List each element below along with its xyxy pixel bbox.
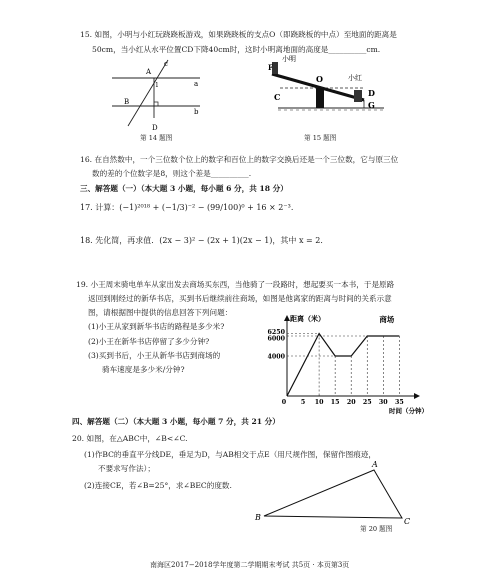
y-tick-label: 6250 (267, 329, 285, 336)
q20-sub1a: (1)作BC的垂直平分线DE，垂足为D，与AB相交于点E（用尺规作图，保留作图痕迹， (84, 450, 377, 459)
fig20-caption: 第 20 题图 (360, 525, 393, 533)
x-tick-label: 35 (394, 399, 404, 406)
q16-line1: 16. 在自然数中，一个三位数个位上的数字和百位上的数字交换后还是一个三位数，它与原三位 (80, 155, 399, 164)
y-tick-label: 6000 (267, 335, 285, 343)
fig15-label-xiaoming: 小明 (282, 55, 296, 63)
q19-line1: 19. 小王周末骑电单车从家出发去商场买东西，当他骑了一段路时，想起要买一本书，于是原路 (76, 280, 395, 289)
y-axis-label: 距离（米） (290, 314, 325, 323)
fig15-label-G: G (368, 100, 375, 110)
x-tick-label: 15 (330, 399, 340, 406)
fig15-label-xiaohong: 小红 (348, 74, 362, 82)
x-tick-label: 20 (346, 399, 356, 406)
figure-15 (268, 52, 388, 130)
fig14-label-a: a (194, 80, 199, 88)
q20-sub2: (2)连接CE，若∠B=25°，求∠BEC的度数. (84, 481, 232, 490)
q19-line3: 图，请根据图中提供的信息回答下列问题： (88, 308, 233, 317)
q19-sub1: (1)小王从家到新华书店的路程是多少米? (88, 322, 225, 331)
x-tick-label: 30 (378, 399, 388, 406)
section4-title: 四、解答题（二）（本大题 3 小题，每小题 7 分，共 21 分） (72, 417, 280, 426)
fig14-caption: 第 14 题图 (140, 134, 173, 142)
fig14-label-1: 1 (155, 82, 159, 89)
q19-line2: 返回到刚经过的新华书店，买到书后继续前往商场，如图是他离家的距离与时间的关系示意 (88, 294, 392, 303)
fig14-label-A: A (146, 68, 152, 76)
page-footer: 南海区2017−2018学年度第二学期期末考试 共5页 · 本页第3页 (150, 561, 350, 569)
q16-line2: 数的差的个位数字是8，则这个差是__________. (92, 169, 252, 178)
fig14-label-c: c (164, 60, 168, 68)
x-tick-label: 10 (314, 399, 324, 406)
x-tick-label: 25 (362, 399, 372, 406)
fig14-label-B: B (124, 98, 130, 106)
q19-sub2: (2)小王在新华书店停留了多少分钟? (88, 337, 210, 346)
fig14-label-D: D (152, 124, 158, 132)
q17-text: 17. 计算：(−1)²⁰¹⁸ + (−1/3)⁻² − (99/100)⁰ + 16 × 2⁻³. (80, 203, 294, 212)
q20-line1: 20. 如图，在△ABC中，∠B<∠C. (72, 434, 188, 443)
q19-sub3b: 骑车速度是多少米/分钟? (102, 365, 185, 374)
q19-sub3a: (3)买到书后，小王从新华书店到商场的 (88, 351, 221, 360)
x-tick-label: 5 (300, 399, 306, 406)
fig15-label-C: C (274, 92, 281, 102)
fig15-caption: 第 15 题图 (304, 134, 337, 142)
fulcrum (316, 88, 324, 108)
fig15-label-F: F (268, 63, 273, 72)
fig15-label-O: O (316, 74, 323, 84)
fig20-label-C: C (404, 517, 411, 526)
q18-text: 18. 先化简，再求值．(2x − 3)² − (2x + 1)(2x − 1)，其中 x = 2． (80, 236, 329, 245)
distance-time-chart (255, 312, 430, 416)
xiaohong-figure (354, 90, 362, 102)
q15-line1: 15. 如图，小明与小红玩跷跷板游戏，如果跷跷板的支点O（即跷跷板的中点）至地面的距离是 (80, 30, 397, 39)
fig20-label-A: A (372, 460, 378, 469)
fig14-label-b: b (194, 108, 199, 116)
series-line (287, 334, 399, 397)
x-tick-label: 0 (281, 399, 287, 406)
x-axis-label: 时间（分钟） (389, 407, 428, 415)
right-angle-mark (154, 102, 158, 106)
q15-line2: 50cm，当小红从水平位置CD下降40cm时，这时小明离地面的高度是__________cm. (92, 45, 381, 54)
triangle-abc (264, 470, 402, 518)
figure-20-triangle (252, 458, 422, 538)
fig20-label-B: B (255, 513, 261, 522)
mall-annotation: 商场 (379, 315, 395, 324)
figure-14 (108, 56, 208, 140)
q20-sub1b: 不要求写作法）； (98, 464, 155, 473)
fig15-label-D: D (368, 88, 375, 98)
y-tick-label: 4000 (267, 353, 285, 361)
section3-title: 三、解答题（一）（本大题 3 小题，每小题 6 分，共 18 分） (80, 184, 288, 193)
